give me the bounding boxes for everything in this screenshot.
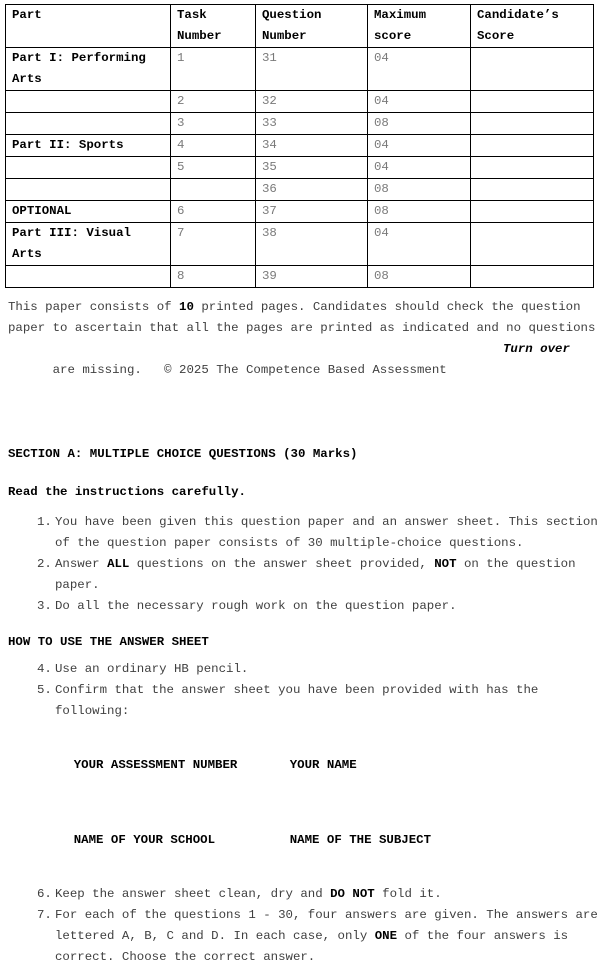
column-header-candidates-score [471,5,594,48]
cell-task [171,179,256,201]
notice-line [8,297,612,318]
column-header-line: Task [177,8,207,22]
list-item-number: 1. [37,515,52,529]
list-item-segment: Answer [55,557,108,571]
cell-max: 04 [368,223,471,266]
list-item-bold-segment: ALL [107,557,130,571]
score-table [5,4,594,288]
school-name-label: NAME OF YOUR SCHOOL [73,833,216,847]
list-item [0,680,612,722]
cell-candidate [471,91,594,113]
cell-max: 08 [368,201,471,223]
cell-part [6,157,171,179]
cell-task: 2 [171,91,256,113]
cell-question: 39 [256,266,368,288]
score-table-body [6,48,594,288]
instruction-list-3 [0,884,612,968]
list-item-number: 7. [37,908,52,922]
table-row [6,179,594,201]
column-header-part [6,5,171,48]
list-item-bold-segment: NOT [434,557,457,571]
list-item-number: 6. [37,887,52,901]
list-item-text: Use an ordinary HB pencil. [55,662,249,676]
table-row [6,223,594,266]
list-item [0,596,612,617]
cell-candidate [471,179,594,201]
list-item-text [55,905,607,968]
cell-part [6,113,171,135]
cell-task: 7 [171,223,256,266]
cell-candidate [471,135,594,157]
answer-sheet-label-row [44,734,612,797]
column-header-line: Part [12,8,42,22]
list-item-number: 5. [37,683,52,697]
table-row [6,201,594,223]
list-item-segment: For each of the questions 1 - 30, four answers are given. The answers are lettered A, B, C and D. In each case, only [55,908,598,943]
column-header-line: Candidate’s [477,8,559,22]
list-item-number: 3. [37,599,52,613]
how-to-heading: HOW TO USE THE ANSWER SHEET [8,635,209,649]
cell-max: 08 [368,266,471,288]
cell-question: 35 [256,157,368,179]
column-header-line: Question [262,8,322,22]
table-header-row [6,5,594,48]
cell-max: 04 [368,91,471,113]
table-row [6,157,594,179]
list-item-segment: Keep the answer sheet clean, dry and [55,887,331,901]
page-footer-notice [8,297,612,423]
notice-page-count: 10 [179,300,194,314]
list-item [0,554,612,596]
table-row [6,135,594,157]
cell-candidate [471,48,594,91]
cell-max: 08 [368,179,471,201]
cell-candidate [471,113,594,135]
instruction-list-2 [0,659,612,722]
your-name-label: YOUR NAME [289,758,357,772]
list-item-text [55,884,607,905]
cell-max: 04 [368,157,471,179]
table-row [6,48,594,91]
cell-max: 04 [368,48,471,91]
answer-sheet-label-row [44,809,612,872]
list-item [0,512,612,554]
notice-text: This paper consists of [8,300,180,314]
cell-max: 04 [368,135,471,157]
column-header-line: Number [177,29,222,43]
exam-paper-page [0,4,612,964]
list-item-text: Do all the necessary rough work on the question paper. [55,599,457,613]
cell-part: Part II: Sports [6,135,171,157]
cell-question: 38 [256,223,368,266]
list-item-segment: of the four answers is correct. Choose the correct answer. [55,929,569,964]
list-item-number: 2. [37,557,52,571]
list-item-text: Confirm that the answer sheet you have been provided with has the following: [55,683,539,718]
assessment-number-label: YOUR ASSESSMENT NUMBER [73,758,238,772]
list-item-segment: questions on the answer sheet provided, [129,557,435,571]
notice-line: paper to ascertain that all the pages are printed as indicated and no questions [8,321,596,335]
list-item-text [55,554,607,596]
column-header-maximum-score [368,5,471,48]
column-header-task-number [171,5,256,48]
cell-max: 08 [368,113,471,135]
cell-candidate [471,266,594,288]
list-item [0,905,612,968]
table-row [6,91,594,113]
table-row [6,113,594,135]
cell-part [6,91,171,113]
table-row [6,266,594,288]
list-item-text: You have been given this question paper and an answer sheet. This section of the question paper consists of 30 multiple-choice questions. [55,515,598,550]
cell-task: 4 [171,135,256,157]
cell-part [6,179,171,201]
list-item-number: 4. [37,662,52,676]
column-header-line: Number [262,29,307,43]
copyright-text: are missing. © 2025 The Competence Based Assessment [52,363,447,377]
list-item-segment: fold it. [374,887,442,901]
section-a-heading: SECTION A: MULTIPLE CHOICE QUESTIONS (30 Marks) [8,447,358,461]
cell-task: 1 [171,48,256,91]
cell-task: 5 [171,157,256,179]
notice-text: printed pages. Candidates should check the question [193,300,581,314]
column-header-line: Maximum [374,8,427,22]
list-item [0,659,612,680]
cell-question: 33 [256,113,368,135]
list-item-bold-segment: DO NOT [330,887,375,901]
list-item-segment: on the question paper. [55,557,576,592]
notice-line [8,339,612,423]
cell-question: 31 [256,48,368,91]
cell-part: OPTIONAL [6,201,171,223]
turn-over-label: Turn over [503,342,570,356]
cell-question: 36 [256,179,368,201]
cell-part: Part III: Visual Arts [6,223,171,266]
cell-part [6,266,171,288]
cell-task: 3 [171,113,256,135]
column-header-line: Score [477,29,515,43]
list-item [0,884,612,905]
column-header-line: score [374,29,412,43]
cell-question: 34 [256,135,368,157]
cell-question: 37 [256,201,368,223]
subject-name-label: NAME OF THE SUBJECT [289,833,432,847]
list-item-bold-segment: ONE [374,929,398,943]
instruction-list-1 [0,512,612,617]
cell-candidate [471,157,594,179]
read-instructions-heading: Read the instructions carefully. [8,485,246,499]
column-header-question-number [256,5,368,48]
cell-part: Part I: Performing Arts [6,48,171,91]
cell-task: 8 [171,266,256,288]
cell-question: 32 [256,91,368,113]
cell-task: 6 [171,201,256,223]
cell-candidate [471,201,594,223]
cell-candidate [471,223,594,266]
